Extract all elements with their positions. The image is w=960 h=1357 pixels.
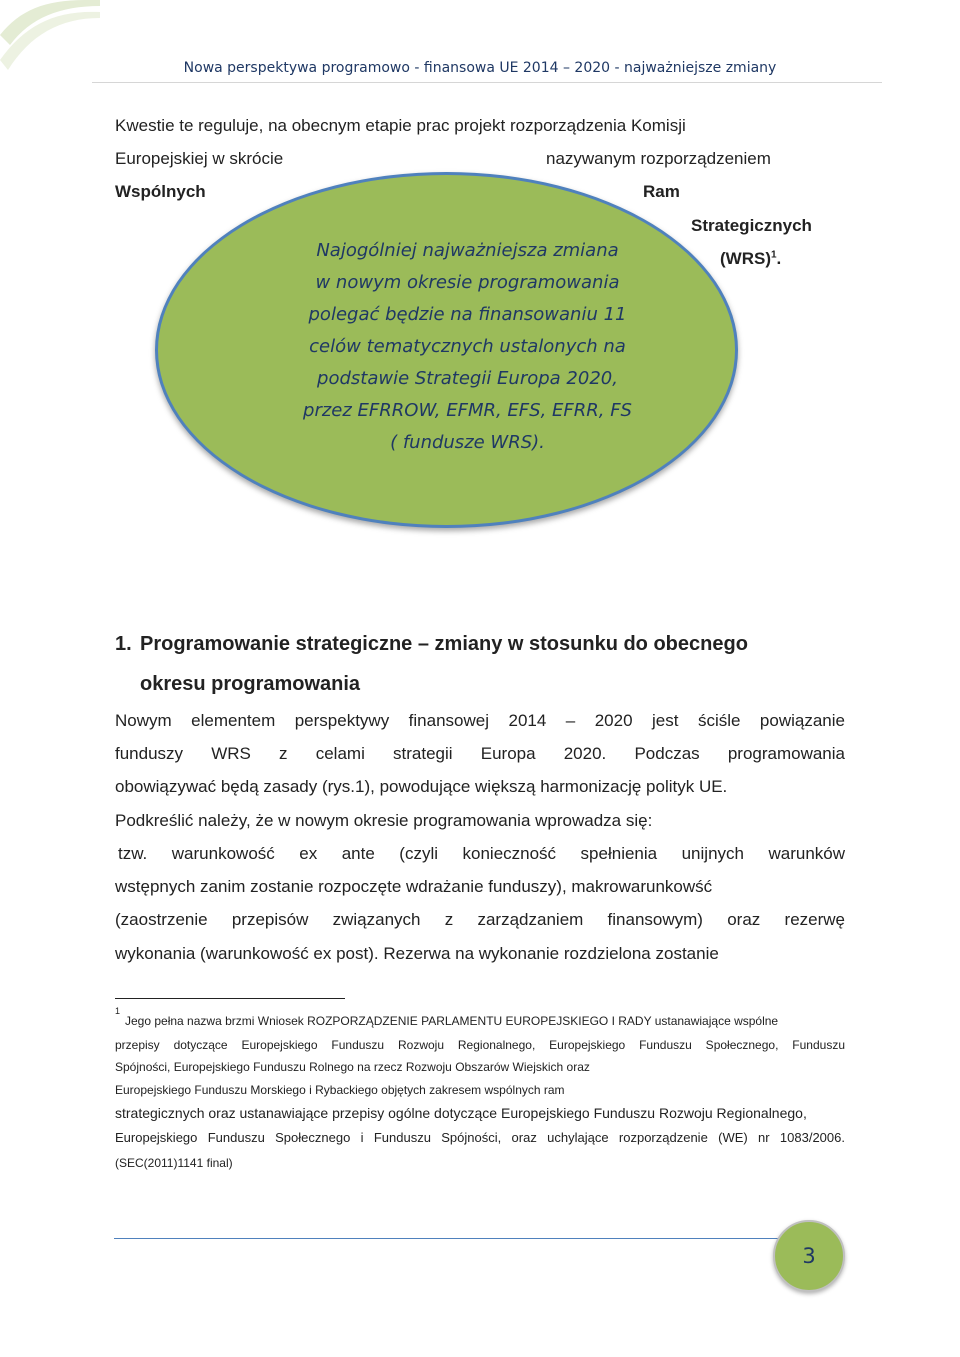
wrs-label: (WRS) bbox=[720, 249, 771, 268]
footnote-line-7: (SEC(2011)1141 final) bbox=[115, 1156, 233, 1170]
intro-line-1: Kwestie te reguluje, na obecnym etapie prac projekt rozporządzenia Komisji bbox=[115, 116, 686, 135]
callout-line-3: polegać będzie na finansowaniu 11 bbox=[308, 304, 627, 325]
callout-line-6: przez EFRROW, EFMR, EFS, EFRR, FS bbox=[303, 400, 632, 421]
footnote-marker: 1 bbox=[115, 1006, 121, 1016]
page-number-badge: 3 bbox=[773, 1220, 845, 1292]
callout-line-4: celów tematycznych ustalonych na bbox=[309, 336, 626, 357]
paragraph-line-5: tzw. warunkowość ex ante (czyli konieczność spełnienia unijnych warunków bbox=[118, 844, 845, 863]
paragraph-line-7: (zaostrzenie przepisów związanych z zarządzaniem finansowym) oraz rezerwę bbox=[115, 910, 845, 929]
intro-line-4: Strategicznych bbox=[691, 216, 812, 235]
paragraph-line-8: wykonania (warunkowość ex post). Rezerwa na wykonanie rozdzielona zostanie bbox=[115, 944, 719, 963]
footnote-line-3: Spójności, Europejskiego Funduszu Rolnego na rzecz Rozwoju Obszarów Wiejskich oraz bbox=[115, 1060, 590, 1074]
paragraph-line-6: wstępnych zanim zostanie rozpoczęte wdrażanie funduszy), makrowarunkowść bbox=[115, 877, 713, 896]
wrs-period: . bbox=[776, 249, 782, 268]
intro-line-2-right: nazywanym rozporządzeniem bbox=[546, 149, 771, 168]
footnote-line-4: Europejskiego Funduszu Morskiego i Rybackiego objętych zakresem wspólnych ram bbox=[115, 1083, 565, 1097]
paragraph-line-1: Nowym elementem perspektywy finansowej 2014 – 2020 jest ściśle powiązanie bbox=[115, 711, 845, 730]
paragraph-line-2: funduszy WRS z celami strategii Europa 2020. Podczas programowania bbox=[115, 744, 845, 763]
footnote-separator bbox=[115, 998, 345, 999]
callout-line-1: Najogólniej najważniejsza zmiana bbox=[316, 240, 619, 261]
callout-line-2: w nowym okresie programowania bbox=[315, 272, 620, 293]
paragraph-line-3: obowiązywać będą zasady (rys.1), powodujące większą harmonizację polityk UE. bbox=[115, 777, 728, 796]
footnote-line-1: Jego pełna nazwa brzmi Wniosek ROZPORZĄDZENIE PARLAMENTU EUROPEJSKIEGO I RADY ustanawiające wspólne bbox=[125, 1014, 779, 1028]
intro-line-2-left: Europejskiej w skrócie bbox=[115, 149, 284, 168]
section-title-line-1: Programowanie strategiczne – zmiany w stosunku do obecnego bbox=[140, 633, 748, 655]
header-divider bbox=[92, 82, 882, 83]
section-title-line-2: okresu programowania bbox=[140, 673, 361, 695]
footer-divider bbox=[114, 1238, 784, 1239]
footnote-ref[interactable]: 1 bbox=[770, 249, 777, 261]
footnote-line-6: Europejskiego Funduszu Społecznego i Funduszu Spójności, oraz uchylające rozporządzenie (WE) nr 1083/2006. bbox=[115, 1130, 845, 1145]
callout-line-7: ( fundusze WRS). bbox=[390, 432, 545, 453]
footnote-line-2: przepisy dotyczące Europejskiego Funduszu Rozwoju Regionalnego, Europejskiego Funduszu Społecznego, Funduszu bbox=[115, 1038, 845, 1052]
intro-line-5 bbox=[720, 249, 781, 269]
header-decoration bbox=[0, 0, 100, 95]
section-number: 1. bbox=[115, 633, 132, 655]
paragraph-line-4: Podkreślić należy, że w nowym okresie programowania wprowadza się: bbox=[115, 811, 653, 830]
intro-line-3-left: Wspólnych bbox=[115, 182, 206, 201]
footnote-line-5: strategicznych oraz ustanawiające przepisy ogólne dotyczące Europejskiego Funduszu Rozwoju Regionalnego, bbox=[115, 1105, 807, 1121]
callout-line-5: podstawie Strategii Europa 2020, bbox=[317, 368, 618, 389]
intro-line-3-right: Ram bbox=[643, 182, 680, 201]
page-header-title: Nowa perspektywa programowo - finansowa UE 2014 – 2020 - najważniejsze zmiany bbox=[183, 60, 777, 76]
